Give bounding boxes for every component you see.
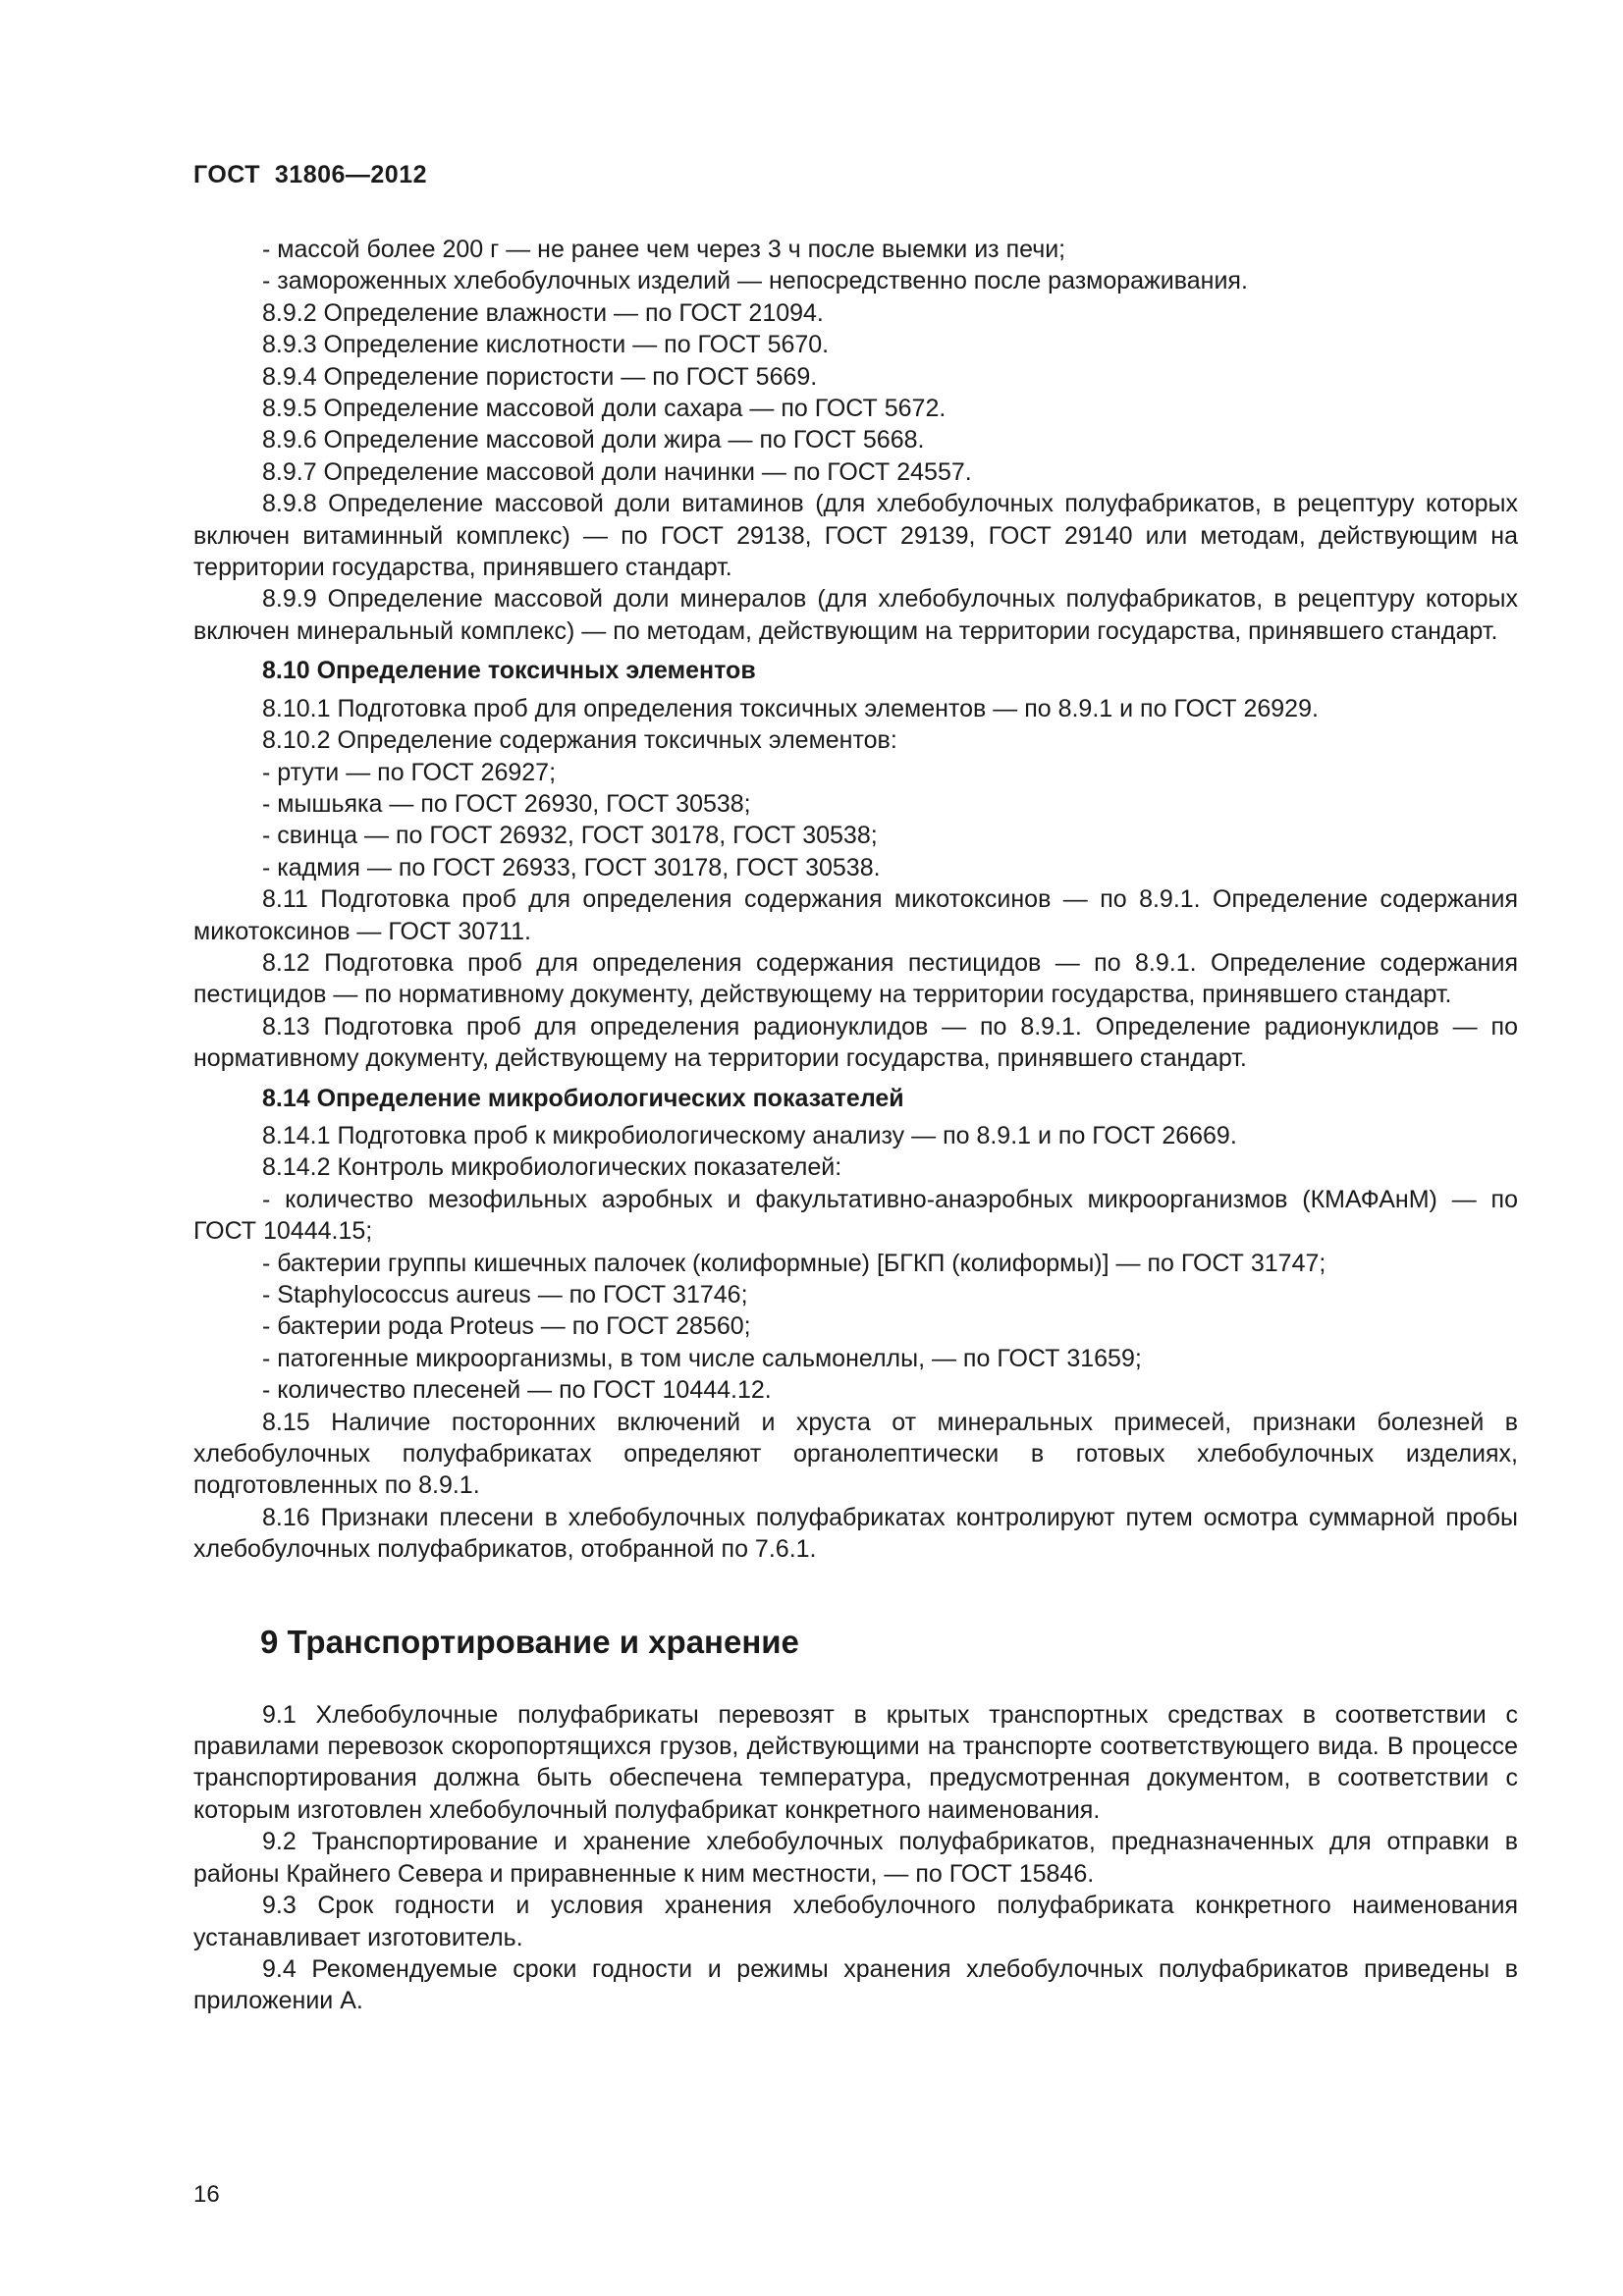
list-item: - Staphylococcus aureus — по ГОСТ 31746; [262, 1281, 748, 1308]
list-item: - количество мезофильных аэробных и факультативно-анаэробных микроорганизмов (КМАФАнМ) — по ГОСТ 10444.15; [193, 1185, 1518, 1246]
list-item: - замороженных хлебобулочных изделий — непосредственно после размораживания. [262, 267, 1248, 295]
list-item: - бактерии рода Proteus — по ГОСТ 28560; [262, 1312, 751, 1341]
paragraph: 8.9.4 Определение пористости — по ГОСТ 5669. [262, 362, 818, 391]
paragraph: 8.9.9 Определение массовой доли минералов (для хлебобулочных полуфабрикатов, в рецептуру которых включен минеральный комплекс) — по методам, действующим на территории государства, принявшего стандарт. [193, 585, 1518, 645]
list-item: - мышьяка — по ГОСТ 26930, ГОСТ 30538; [262, 789, 751, 818]
page-number: 16 [193, 2181, 220, 2208]
list-item: - свинца — по ГОСТ 26932, ГОСТ 30178, ГОСТ 30538; [262, 822, 878, 850]
list-item: - ртути — по ГОСТ 26927; [262, 758, 557, 786]
paragraph: 8.10.1 Подготовка проб для определения токсичных элементов — по 8.9.1 и по ГОСТ 26929. [262, 694, 1319, 722]
document-code-header: ГОСТ 31806—2012 [193, 161, 428, 188]
document-body [193, 234, 1518, 2017]
paragraph: 8.14.2 Контроль микробиологических показателей: [262, 1153, 842, 1182]
list-item: - количество плесеней — по ГОСТ 10444.12. [262, 1376, 772, 1405]
section-heading: 9 Транспортирование и хранение [260, 1623, 799, 1660]
paragraph: 8.11 Подготовка проб для определения содержания микотоксинов — по 8.9.1. Определение содержания микотоксинов — ГОСТ 30711. [193, 885, 1518, 945]
subsection-heading: 8.10 Определение токсичных элементов [262, 657, 756, 685]
list-item: - бактерии группы кишечных палочек (колиформные) [БГКП (колиформы)] — по ГОСТ 31747; [262, 1249, 1326, 1277]
paragraph: 8.16 Признаки плесени в хлебобулочных полуфабрикатах контролируют путем осмотра суммарной пробы хлебобулочных полуфабрикатов, отобранной по 7.6.1. [193, 1503, 1518, 1564]
paragraph: 9.3 Срок годности и условия хранения хлебобулочного полуфабриката конкретного наименования устанавливает изготовитель. [193, 1892, 1518, 1951]
list-item: - кадмия — по ГОСТ 26933, ГОСТ 30178, ГОСТ 30538. [262, 853, 881, 881]
paragraph: 8.15 Наличие посторонних включений и хруста от минеральных примесей, признаки болезней в хлебобулочных полуфабрикатах определяют органолептически в готовых хлебобулочных изделиях, подготовленных по 8.9.1. [193, 1408, 1518, 1500]
paragraph: 9.1 Хлебобулочные полуфабрикаты перевозят в крытых транспортных средствах в соответствии с правилами перевозок скоропортящихся грузов, действующими на транспорте соответствующего вида. В процессе транспортирования должна быть обеспечена температура, предусмотренная документом, в соответствии с которым изготовлен хлебобулочный полуфабрикат конкретного наименования. [193, 1700, 1518, 1824]
list-item: - массой более 200 г — не ранее чем через 3 ч после выемки из печи; [262, 236, 1066, 263]
paragraph: 8.12 Подготовка проб для определения содержания пестицидов — по 8.9.1. Определение содержания пестицидов — по нормативному документу, действующему на территории государства, принявшего стандарт. [193, 948, 1518, 1009]
subsection-heading: 8.14 Определение микробиологических показателей [262, 1084, 904, 1112]
paragraph: 8.14.1 Подготовка проб к микробиологическому анализу — по 8.9.1 и по ГОСТ 26669. [262, 1121, 1237, 1149]
paragraph: 9.4 Рекомендуемые сроки годности и режимы хранения хлебобулочных полуфабрикатов приведены в приложении А. [193, 1954, 1518, 2015]
paragraph: 8.9.8 Определение массовой доли витаминов (для хлебобулочных полуфабрикатов, в рецептуру которых включен витаминный комплекс) — по ГОСТ 29138, ГОСТ 29139, ГОСТ 29140 или методам, действующим на территории государства, принявшего стандарт. [193, 490, 1518, 582]
paragraph: 8.13 Подготовка проб для определения радионуклидов — по 8.9.1. Определение радионуклидов — по нормативному документу, действующему на территории государства, принявшего стандарт. [193, 1012, 1518, 1073]
list-item: - патогенные микроорганизмы, в том числе сальмонеллы, — по ГОСТ 31659; [262, 1344, 1142, 1372]
paragraph: 8.9.6 Определение массовой доли жира — по ГОСТ 5668. [262, 426, 925, 454]
paragraph: 8.9.2 Определение влажности — по ГОСТ 21094. [262, 298, 824, 327]
paragraph: 9.2 Транспортирование и хранение хлебобулочных полуфабрикатов, предназначенных для отправки в районы Крайнего Севера и приравненные к ним местности, — по ГОСТ 15846. [193, 1828, 1518, 1888]
paragraph: 8.9.3 Определение кислотности — по ГОСТ 5670. [262, 331, 830, 359]
paragraph: 8.9.5 Определение массовой доли сахара — по ГОСТ 5672. [262, 395, 947, 423]
paragraph: 8.10.2 Определение содержания токсичных элементов: [262, 726, 897, 755]
paragraph: 8.9.7 Определение массовой доли начинки — по ГОСТ 24557. [262, 457, 972, 486]
